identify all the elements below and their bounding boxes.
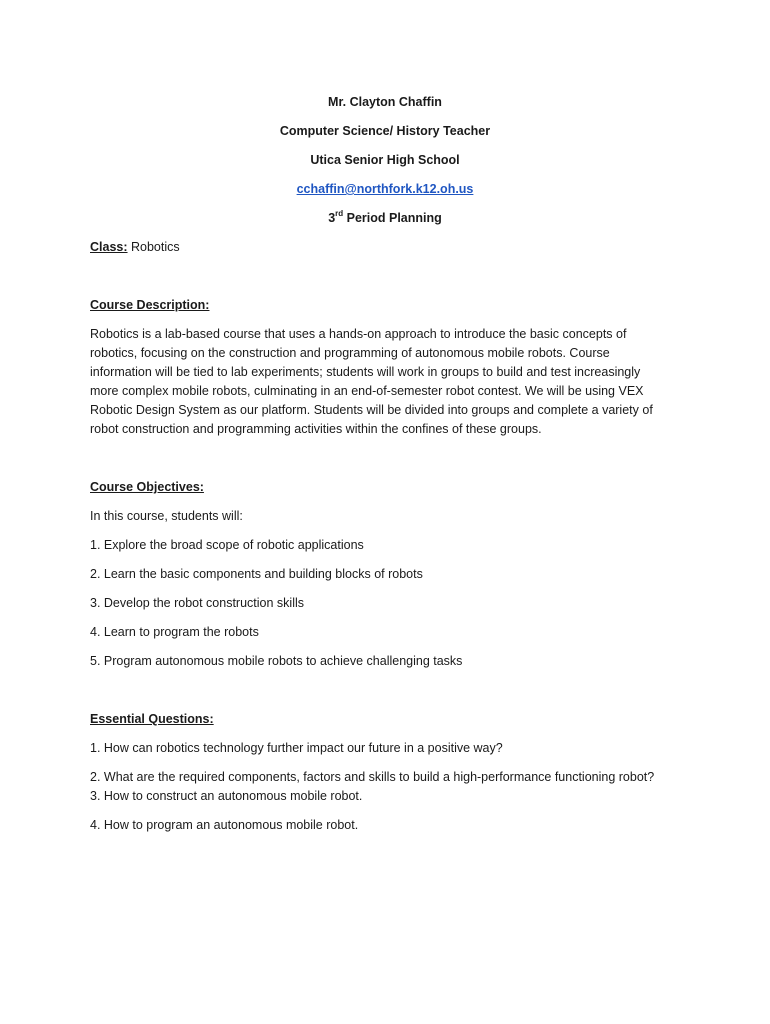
objectives-heading: Course Objectives:: [90, 480, 204, 494]
objective-item: 2. Learn the basic components and building blocks of robots: [90, 567, 423, 581]
objective-item: 3. Develop the robot construction skills: [90, 596, 304, 610]
teacher-name: Mr. Clayton Chaffin: [328, 95, 442, 109]
period-text: Period Planning: [343, 211, 442, 225]
description-line: Robotic Design System as our platform. Students will be divided into groups and complete a variety of: [90, 403, 653, 417]
description-paragraph: [90, 325, 690, 439]
question-item: 4. How to program an autonomous mobile robot.: [90, 818, 359, 832]
description-line: information will be tied to lab experiments; students will work in groups to build and test increasingly: [90, 365, 641, 379]
objective-item: 1. Explore the broad scope of robotic applications: [90, 538, 364, 552]
objectives-intro: In this course, students will:: [90, 509, 243, 523]
teacher-role: Computer Science/ History Teacher: [279, 124, 491, 138]
class-line: [90, 239, 180, 255]
question-item: 2. What are the required components, factors and skills to build a high-performance functioning robot?: [90, 770, 655, 784]
email-link[interactable]: cchaffin@northfork.k12.oh.us: [296, 182, 474, 196]
class-label: Class:: [90, 240, 128, 254]
description-line: more complex mobile robots, culminating in an end-of-semester robot contest. We will be using VEX: [90, 384, 644, 398]
school-name: Utica Senior High School: [310, 153, 460, 167]
question-item: 1. How can robotics technology further impact our future in a positive way?: [90, 741, 503, 755]
description-line: robot construction and programming activities within the confines of these groups.: [90, 422, 542, 436]
period-suffix: rd: [335, 208, 344, 218]
description-line: robotics, focusing on the construction and programming of autonomous mobile robots. Course: [90, 346, 610, 360]
period-title: [0, 210, 770, 226]
question-item: 3. How to construct an autonomous mobile robot.: [90, 789, 363, 803]
period-number: 3: [328, 211, 336, 225]
description-line: Robotics is a lab-based course that uses a hands-on approach to introduce the basic concepts of: [90, 327, 627, 341]
questions-heading: Essential Questions:: [90, 712, 214, 726]
email-line: [0, 181, 770, 197]
objective-item: 5. Program autonomous mobile robots to achieve challenging tasks: [90, 654, 463, 668]
description-heading: Course Description:: [90, 298, 210, 312]
objective-item: 4. Learn to program the robots: [90, 625, 259, 639]
class-value: Robotics: [127, 240, 180, 254]
